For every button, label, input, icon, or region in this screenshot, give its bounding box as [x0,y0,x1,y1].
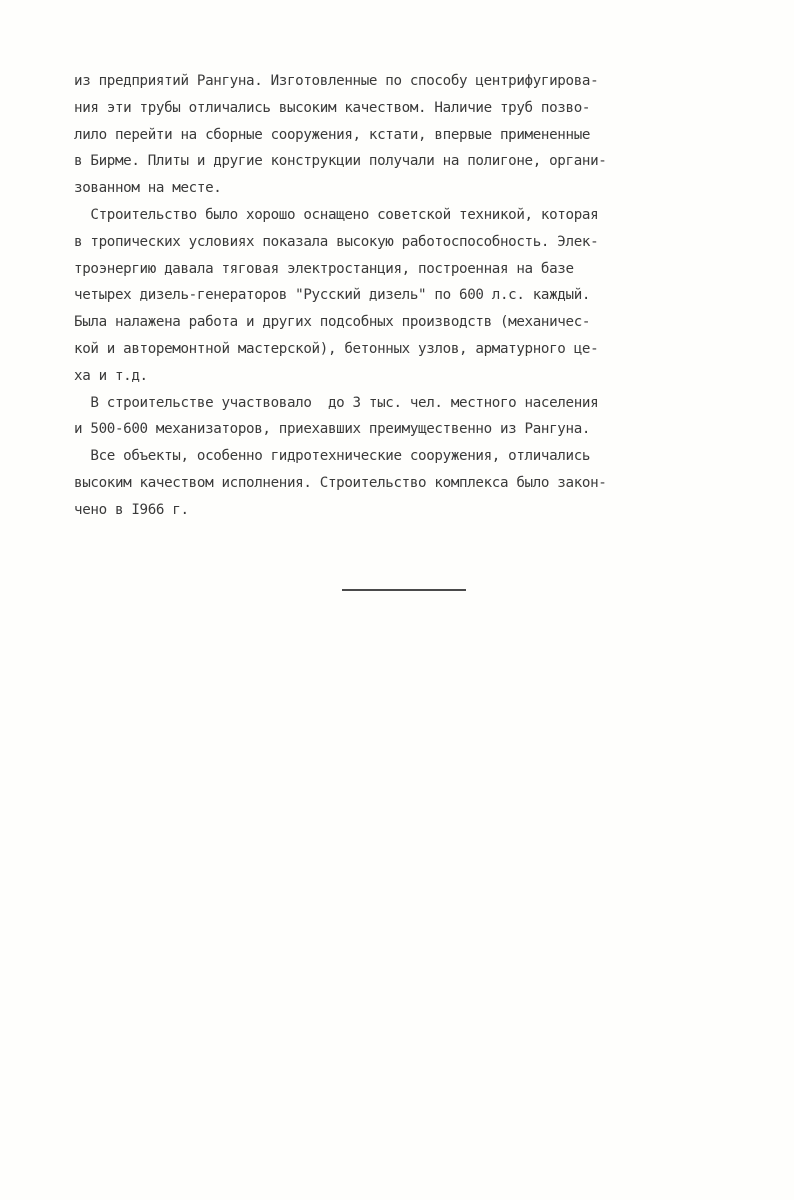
text-line: зованном на месте. [74,180,222,197]
text-line: ха и т.д. [74,367,148,384]
text-line: из предприятий Рангуна. Изготовленные по способу центрифугирова- [74,73,599,89]
text-line: кой и авторемонтной мастерской), бетонных узлов, арматурного це- [74,340,599,357]
text-line: Строительство было хорошо оснащено советской техникой, которая [74,206,599,223]
text-line: Была налажена работа и других подсобных производств (механичес- [74,314,591,331]
text-line: троэнергию давала тяговая электростанция, построенная на базе [74,260,574,277]
text-line: в Бирме. Плиты и другие конструкции получали на полигоне, органи- [74,153,607,170]
text-line: ния эти трубы отличались высоким качеством. Наличие труб позво- [74,99,591,116]
section-divider [342,589,466,591]
text-line: в тропических условиях показала высокую работоспособность. Элек- [74,233,599,250]
body-text [74,68,774,524]
text-line: четырех дизель-генераторов "Русский дизель" по 600 л.с. каждый. [74,287,591,304]
text-line: Все объекты, особенно гидротехнические сооружения, отличались [74,448,591,465]
text-line: В строительстве участвовало до 3 тыс. чел. местного населения [74,394,599,411]
text-line: высоким качеством исполнения. Строительство комплекса было закон- [74,474,607,491]
text-line: чено в I966 г. [74,501,189,518]
text-line: и 500-600 механизаторов, приехавших преимущественно из Рангуна. [74,421,591,438]
text-line: лило перейти на сборные сооружения, кстати, впервые примененные [74,126,591,143]
